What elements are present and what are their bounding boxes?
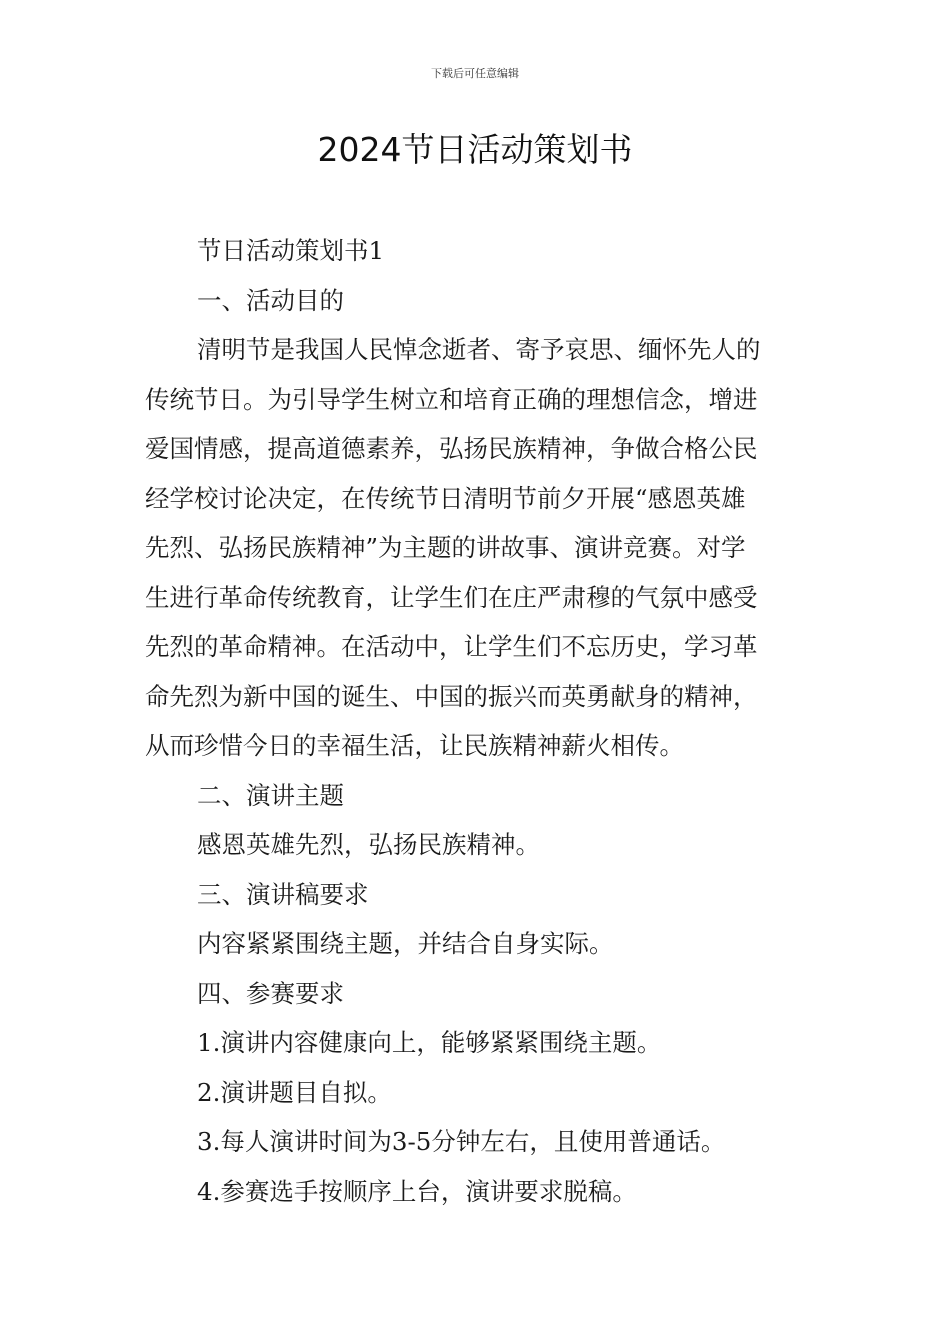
section-text-theme: 感恩英雄先烈，弘扬民族精神。	[197, 830, 540, 859]
page-header-note: 下载后可任意编辑	[431, 67, 519, 80]
document-title: 2024节日活动策划书	[317, 130, 633, 169]
paragraph-line: 从而珍惜今日的幸福生活，让民族精神薪火相传。	[145, 731, 684, 760]
section-heading-speech-requirements: 三、演讲稿要求	[197, 879, 369, 909]
section-heading-purpose: 一、活动目的	[197, 285, 344, 315]
paragraph-line: 爱国情感，提高道德素养，弘扬民族精神，争做合格公民	[145, 434, 758, 463]
section-heading-contest-requirements: 四、参赛要求	[197, 978, 344, 1008]
list-item: 4.参赛选手按顺序上台，演讲要求脱稿。	[197, 1176, 637, 1206]
list-item: 2.演讲题目自拟。	[197, 1077, 392, 1107]
paragraph-line: 先烈、弘扬民族精神”为主题的讲故事、演讲竞赛。对学	[145, 533, 746, 562]
paragraph-line: 清明节是我国人民悼念逝者、寄予哀思、缅怀先人的	[197, 335, 761, 364]
document-subtitle: 节日活动策划书1	[197, 236, 385, 265]
document-body	[145, 226, 810, 1216]
section-heading-theme: 二、演讲主题	[197, 780, 344, 810]
paragraph-line: 先烈的革命精神。在活动中，让学生们不忘历史，学习革	[145, 632, 758, 661]
paragraph-line: 生进行革命传统教育，让学生们在庄严肃穆的气氛中感受	[145, 582, 758, 612]
list-item: 3.每人演讲时间为3-5分钟左右，且使用普通话。	[197, 1127, 726, 1156]
paragraph-line: 命先烈为新中国的诞生、中国的振兴而英勇献身的精神，	[145, 681, 758, 711]
section-text-speech-requirements: 内容紧紧围绕主题，并结合自身实际。	[197, 929, 614, 958]
paragraph-line: 经学校讨论决定，在传统节日清明节前夕开展“感恩英雄	[145, 483, 746, 513]
list-item: 1.演讲内容健康向上，能够紧紧围绕主题。	[197, 1028, 662, 1057]
paragraph-line: 传统节日。为引导学生树立和培育正确的理想信念，增进	[145, 384, 758, 414]
